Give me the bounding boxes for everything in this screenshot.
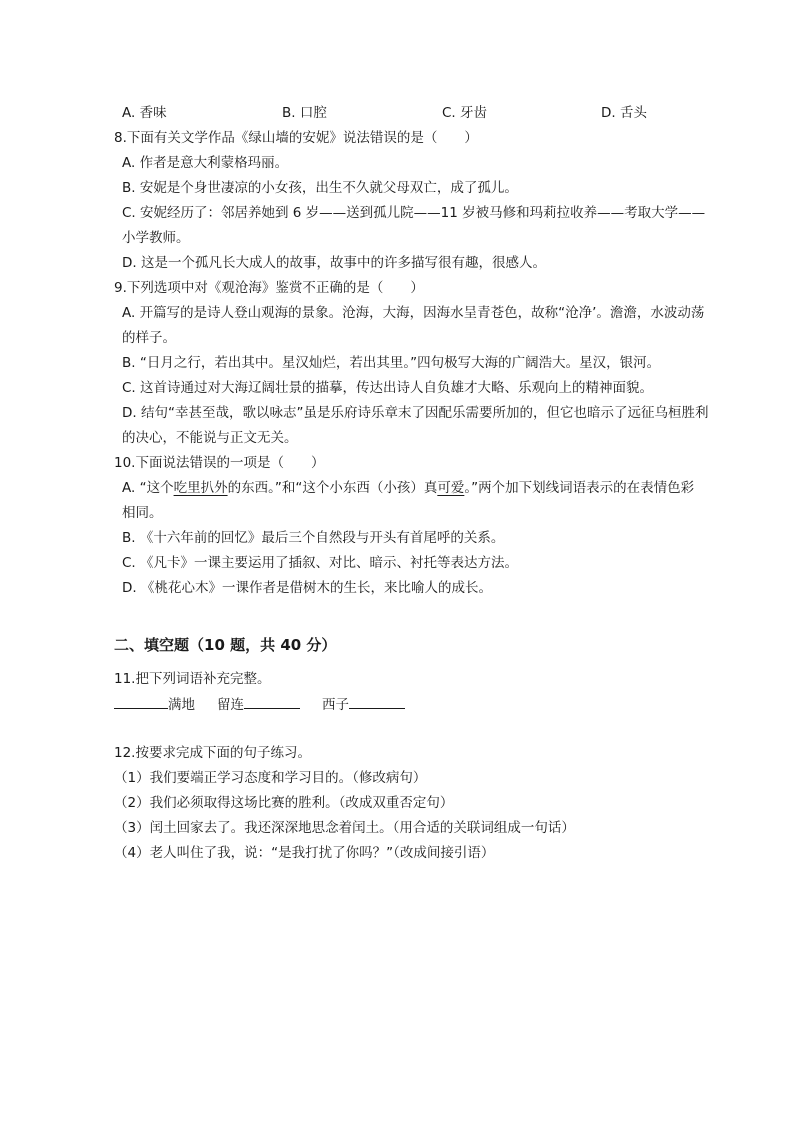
q7-option-b: B. 口腔 xyxy=(282,105,327,121)
q8-stem: 8.下面有关文学作品《绿山墙的安妮》说法错误的是（ ） xyxy=(114,130,478,146)
q11-item-1: 满地 xyxy=(168,697,195,713)
q11-blank-3[interactable] xyxy=(349,694,405,709)
q9-option-d: D. 结句“幸甚至哉，歌以咏志”虽是乐府诗乐章末了因配乐需要所加的，但它也暗示了远征乌桓胜利 xyxy=(122,405,709,421)
q10-a-text-1: A. “这个 xyxy=(122,480,174,496)
q10-a-underlined-1: 吃里扒外 xyxy=(173,480,228,496)
q10-option-d: D. 《桃花心木》一课作者是借树木的生长，来比喻人的成长。 xyxy=(122,580,492,596)
q8-option-c-cont: 小学教师。 xyxy=(122,230,190,246)
q12-stem: 12.按要求完成下面的句子练习。 xyxy=(114,745,311,761)
q7-option-c: C. 牙齿 xyxy=(442,105,488,121)
q9-option-c: C. 这首诗通过对大海辽阔壮景的描摹，传达出诗人自负雄才大略、乐观向上的精神面貌。 xyxy=(122,380,654,396)
q11-items xyxy=(114,694,405,715)
q11-stem: 11.把下列词语补充完整。 xyxy=(114,671,271,687)
q8-option-a: A. 作者是意大利蒙格玛丽。 xyxy=(122,155,289,171)
q8-option-c: C. 安妮经历了：邻居养她到 6 岁——送到孤儿院——11 岁被马修和玛莉拉收养——考取大学—— xyxy=(122,205,706,221)
q10-option-a xyxy=(122,478,694,498)
q10-a-text-3: 。”两个加下划线词语表示的在表情色彩 xyxy=(464,480,695,496)
q10-option-c: C. 《凡卡》一课主要运用了插叙、对比、暗示、衬托等表达方法。 xyxy=(122,555,519,571)
q9-option-d-cont: 的决心，不能说与正文无关。 xyxy=(122,430,298,446)
q10-option-a-cont: 相同。 xyxy=(122,505,163,521)
q11-blank-1[interactable] xyxy=(114,694,168,709)
q11-blank-2[interactable] xyxy=(244,694,300,709)
q9-option-b: B. “日月之行，若出其中。星汉灿烂，若出其里。”四句极写大海的广阔浩大。星汉，银河。 xyxy=(122,355,661,371)
q11-item-3: 西子 xyxy=(322,697,349,713)
q12-sub-3: （3）闰土回家去了。我还深深地思念着闰土。（用合适的关联词组成一句话） xyxy=(114,820,575,836)
q9-option-a: A. 开篇写的是诗人登山观海的景象。沧海，大海，因海水呈青苍色，故称“沧净’。澹澹，水波动荡 xyxy=(122,305,705,321)
q12-sub-1: （1）我们要端正学习态度和学习目的。（修改病句） xyxy=(114,770,427,786)
q10-a-underlined-2: 可爱 xyxy=(437,480,465,496)
q8-option-b: B. 安妮是个身世凄凉的小女孩，出生不久就父母双亡，成了孤儿。 xyxy=(122,180,518,196)
q12-sub-4: （4）老人叫住了我，说：“是我打扰了你吗？”（改成间接引语） xyxy=(114,845,495,861)
q10-option-b: B. 《十六年前的回忆》最后三个自然段与开头有首尾呼的关系。 xyxy=(122,530,505,546)
q9-option-a-cont: 的样子。 xyxy=(122,330,176,346)
q12-sub-2: （2）我们必须取得这场比赛的胜利。（改成双重否定句） xyxy=(114,795,454,811)
q9-stem: 9.下列选项中对《观沧海》鉴赏不正确的是（ ） xyxy=(114,280,424,296)
q8-option-d: D. 这是一个孤凡长大成人的故事，故事中的许多描写很有趣，很感人。 xyxy=(122,255,546,271)
q10-stem: 10.下面说法错误的一项是（ ） xyxy=(114,455,325,471)
q7-option-d: D. 舌头 xyxy=(601,105,647,121)
q10-a-text-2: 的东西。”和“这个小东西（小孩）真 xyxy=(227,480,438,496)
q7-option-a: A. 香味 xyxy=(122,105,167,121)
q11-item-2: 留连 xyxy=(217,697,244,713)
section-heading-fill-in: 二、填空题（10 题，共 40 分） xyxy=(114,636,337,654)
